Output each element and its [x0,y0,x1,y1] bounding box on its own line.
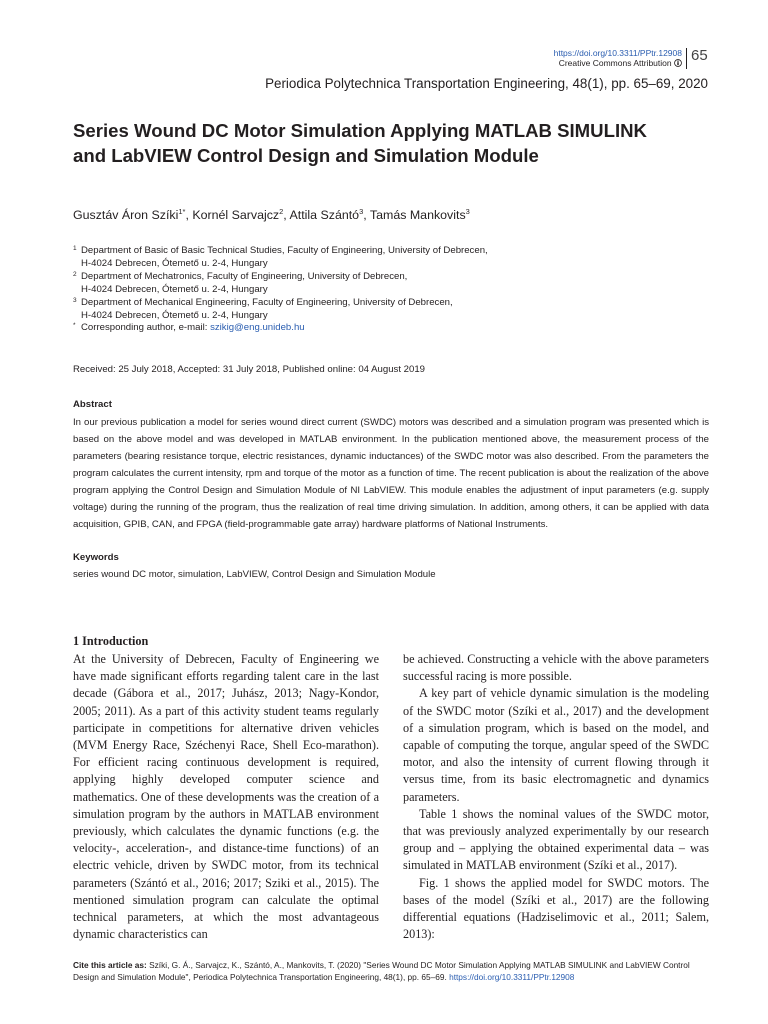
affiliation-line: Department of Mechatronics, Faculty of Engineering, University of Debrecen, [81,270,408,282]
affiliation-sup: 3 [73,296,77,304]
section-heading: 1 Introduction [73,634,149,648]
publication-dates: Received: 25 July 2018, Accepted: 31 July 2018, Published online: 04 August 2019 [73,364,426,375]
author-name: Tamás Mankovits [369,208,466,223]
body-column-left [73,651,379,943]
keywords-heading: Keywords [73,552,119,563]
corresponding-email-link[interactable]: szikig@eng.unideb.hu [210,322,305,334]
paragraph: be achieved. Constructing a vehicle with the above parameters successful racing is more possible. [403,652,709,684]
article-title: Series Wound DC Motor Simulation Applying MATLAB SIMULINK and LabVIEW Control Design and Simulation Module [73,120,647,166]
page-number: 65 [691,47,708,64]
affiliation-sup: 1 [73,245,77,252]
affiliation-address: H-4024 Debrecen, Ótemető u. 2-4, Hungary [81,257,268,269]
license-text [559,58,682,69]
affiliation-sup: 2 [73,270,77,278]
journal-details: , 48(1), pp. 65–69, 2020 [565,76,708,91]
journal-line [265,76,708,91]
abstract-text: In our previous publication a model for series wound direct current (SWDC) motors was described and a simulation program was presented which is based on the above model and was developed in MATLAB environment. In the publication mentioned above, the measurement process of the parameters (bearing resistance torque, electric resistances, dynamic inductances) of the SWDC motor was also described. From the parameters the program calculates the current intensity, rpm and torque of the motor as a function of time. The recent publication is about the realization of the above program applying the Control Design and Simulation Module of NI LabVIEW. This module enables the adjustment of input parameters (e.g. supply voltage) during the running of the program, thus the realization of real time driving simulation. In addition, among others, it can be applied with data acquisition, GPIB, CAN, and FPGA (field-programmable gate array) hardware platforms of National Instruments. [73,417,709,530]
author-separator: , [185,208,193,223]
abstract-heading: Abstract [73,399,112,410]
author-name: Kornél Sarvajcz [192,208,280,223]
affiliation [73,245,488,271]
author-name: Gusztáv Áron Szíki [73,208,179,223]
citation-footer [73,960,713,983]
paragraph: Table 1 shows the nominal values of the SWDC motor, that was previously analyzed experimentally by our research group and – applying the obtained experimental data – was simulated in MATLAB environment (Szíki et al., 2017). [403,806,709,873]
affiliation-address: H-4024 Debrecen, Ótemető u. 2-4, Hungary [81,283,268,295]
doi-link[interactable]: https://doi.org/10.3311/PPtr.12908 [553,48,682,58]
corresponding-label: Corresponding author, e-mail: [81,322,211,334]
paragraph: Fig. 1 shows the applied model for SWDC motors. The bases of the model (Szíki et al., 2017) are the following differential equations (Hadziselimovic et al., 2011; Salem, 2013): [403,875,709,942]
author-sup: 1* [178,207,186,216]
paragraph: A key part of vehicle dynamic simulation is the modeling of the SWDC motor (Szíki et al., 2017) and the development of a simulation program, which is based on the model, and capable of computing the torque, angular speed of the SWDC motor, and also the intensity of current flowing through it versus time, from its basic electromagnetic and dynamics parameters. [403,686,709,804]
keywords-text: series wound DC motor, simulation, LabVIEW, Control Design and Simulation Module [73,569,436,580]
affiliations [73,245,488,335]
author-sup: 3 [359,207,364,216]
affiliation [73,271,488,297]
author-name: Attila Szántó [289,208,360,223]
author-sup: 3 [465,207,470,216]
header-divider [686,48,687,69]
citation-label: Cite this article as: [73,960,147,970]
affiliation-line: Department of Basic of Basic Technical Studies, Faculty of Engineering, University of Debrecen, [81,245,488,256]
license-label: Creative Commons Attribution [558,58,672,68]
author-sup: 2 [279,207,284,216]
corresponding-sup: * [73,322,76,330]
author-separator: , [363,208,370,223]
author-separator: , [283,208,290,223]
body-column-right [403,651,709,943]
affiliation-address: H-4024 Debrecen, Ótemető u. 2-4, Hungary [81,309,268,321]
affiliation-line: Department of Mechanical Engineering, Faculty of Engineering, University of Debrecen, [81,296,453,308]
cc-attribution-icon [674,58,682,68]
corresponding-author [73,322,488,335]
affiliation [73,297,488,323]
paragraph: At the University of Debrecen, Faculty of Engineering we have made significant efforts regarding talent care in the last decade (Gábora et al., 2017; Juhász, 2013; Nagy-Kondor, 2005; 2011). As a part of this activity student teams regularly participate in competitions for alternative driven vehicles (MVM Energy Race, Széchenyi Race, Shell Eco-marathon). For efficient racing continuous development is required, applying highly developed computer science and mathematics. One of these developments was the creation of a simulation program by the authors in MATLAB environment previously, which calculates the dynamic functions (e.g. the velocity-, acceleration-, and distance-time functions) of an electric vehicle, driven by SWDC motor, from its technical parameters (Szántó et al., 2016; 2017; Sziki et al., 2015). The mentioned simulation program can calculate the optimal technical parameters, at which the most advantageous dynamic characteristics can [73,652,379,942]
author-list [73,207,470,222]
citation-text: Szíki, G. Á., Sarvajcz, K., Szántó, A., Mankovits, T. (2020) "Series Wound DC Motor Simulation Applying MATLAB SIMULINK and LabVIEW Control Design and Simulation Module", Periodica Polytechnica Transportation Engineering, 48(1), pp. 65–69. [73,960,690,982]
journal-name: Periodica Polytechnica Transportation Engineering [265,76,566,91]
citation-doi-link[interactable]: https://doi.org/10.3311/PPtr.12908 [449,971,575,982]
